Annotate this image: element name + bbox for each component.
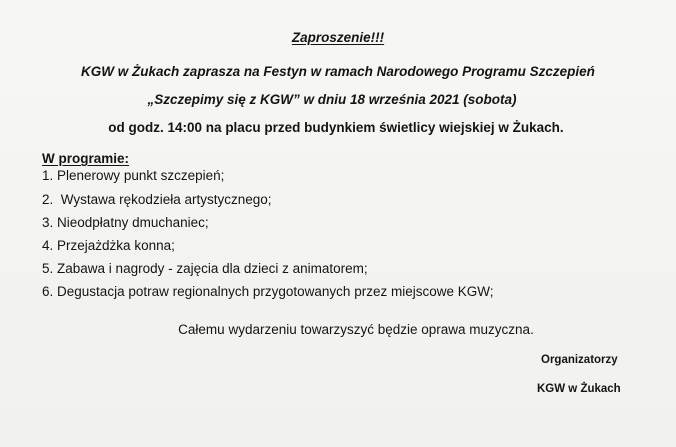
invitation-line-3: od godz. 14:00 na placu przed budynkiem świetlicy wiejskiej w Żukach. (108, 120, 564, 135)
invitation-line-2: „Szczepimy się z KGW” w dniu 18 września 2021 (sobota) (147, 92, 517, 107)
list-item-text: Wystawa rękodzieła artystycznego; (57, 192, 272, 207)
closing-note: Całemu wydarzeniu towarzyszyć będzie oprawa muzyczna. (178, 322, 534, 337)
list-item-text: Plenerowy punkt szczepień; (57, 168, 225, 183)
list-item-number: 3. (42, 215, 54, 230)
list-item (42, 284, 493, 300)
list-item (42, 261, 368, 277)
invitation-line-1: KGW w Żukach zaprasza na Festyn w ramach Narodowego Programu Szczepień (81, 64, 595, 79)
signature-name: KGW w Żukach (537, 383, 621, 395)
program-heading: W programie: (42, 151, 130, 166)
list-item-text: Zabawa i nagrody - zajęcia dla dzieci z animatorem; (57, 261, 368, 276)
invitation-title: Zaproszenie!!! (291, 30, 385, 45)
list-item-number: 4. (42, 238, 54, 253)
list-item (42, 168, 224, 184)
signature-label: Organizatorzy (541, 354, 618, 366)
list-item-text: Przejażdżka konna; (57, 238, 175, 253)
list-item (42, 215, 209, 231)
list-item (42, 238, 175, 254)
list-item-number: 6. (42, 284, 54, 299)
list-item-text: Degustacja potraw regionalnych przygotowanych przez miejscowe KGW; (57, 284, 494, 299)
list-item (42, 192, 272, 208)
list-item-number: 5. (42, 261, 54, 276)
list-item-text: Nieodpłatny dmuchaniec; (57, 215, 209, 230)
list-item-number: 1. (42, 168, 54, 183)
list-item-number: 2. (42, 192, 54, 207)
